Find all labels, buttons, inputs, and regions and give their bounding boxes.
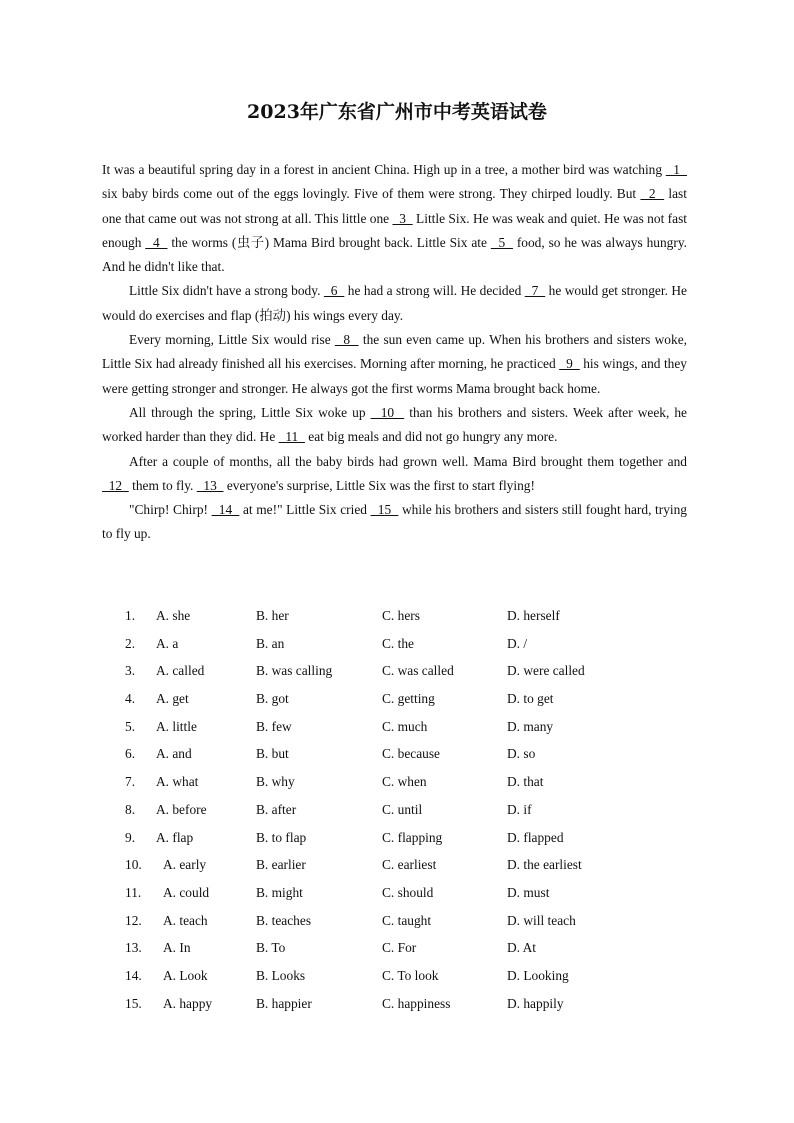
- option-d: D. if: [507, 801, 532, 817]
- option-b: B. to flap: [256, 829, 307, 845]
- passage-text: than his brothers and sisters. Week after week, he worked harder than they did. He: [102, 404, 687, 445]
- option-b: B. why: [256, 774, 295, 790]
- question-number: 5.: [125, 718, 136, 734]
- option-a: A. a: [156, 635, 179, 651]
- option-b: B. got: [256, 691, 289, 707]
- option-d: D. happily: [507, 995, 564, 1011]
- question-number: 10.: [125, 857, 142, 873]
- question-row: [125, 934, 685, 962]
- option-b: B. an: [256, 635, 285, 651]
- option-d: D. flapped: [507, 829, 564, 845]
- passage-paragraph: [102, 328, 687, 401]
- passage-text: them to fly.: [128, 477, 197, 493]
- passage-text: Every morning, Little Six would rise: [129, 332, 335, 348]
- option-d: D. that: [507, 774, 544, 790]
- question-number: 1.: [125, 608, 136, 623]
- option-c: C. earliest: [382, 857, 437, 873]
- answer-blank: 7: [524, 283, 546, 299]
- option-c: C. To look: [382, 967, 439, 983]
- question-row: [125, 685, 685, 713]
- option-d: D. At: [507, 940, 537, 956]
- answer-blank: 14: [211, 502, 240, 518]
- question-number: 4.: [125, 691, 136, 707]
- passage-paragraph: [102, 279, 687, 328]
- question-row: [125, 602, 685, 630]
- passage-paragraph: [102, 498, 687, 547]
- option-a: A. before: [156, 801, 207, 817]
- option-b: B. To: [256, 940, 286, 956]
- question-row: [125, 879, 685, 907]
- question-number: 14.: [125, 967, 142, 983]
- option-d: D. will teach: [507, 912, 576, 928]
- passage-text: six baby birds come out of the eggs lovingly. Five of them were strong. They chirped loudly. But: [102, 186, 641, 202]
- passage-text: It was a beautiful spring day in a forest in ancient China. High up in a tree, a mother bird was watching: [102, 162, 666, 177]
- option-b: B. was calling: [256, 663, 333, 679]
- answer-blank: 15: [370, 502, 399, 518]
- passage-text: Little Six. He was weak and quiet. He was not fast enough: [102, 210, 687, 250]
- option-a: A. In: [163, 940, 191, 956]
- question-number: 13.: [125, 940, 142, 956]
- option-a: A. could: [163, 884, 210, 900]
- option-a: A. little: [156, 718, 197, 734]
- passage-text: Little Six didn't have a strong body.: [129, 283, 324, 299]
- option-c: C. getting: [382, 691, 435, 707]
- option-c: C. For: [382, 940, 417, 956]
- passage-paragraph: [102, 158, 687, 279]
- question-row: [125, 768, 685, 796]
- option-b: B. but: [256, 746, 289, 762]
- passage-text: eat big meals and did not go hungry any more.: [304, 429, 558, 445]
- passage-text: the worms (虫子) Mama Bird brought back. Little Six ate: [167, 234, 491, 250]
- question-number: 6.: [125, 746, 136, 762]
- option-a: A. teach: [163, 912, 208, 928]
- answer-blank: 3: [392, 210, 413, 226]
- option-c: C. taught: [382, 912, 432, 928]
- passage-paragraph: [102, 401, 687, 450]
- option-c: C. hers: [382, 608, 420, 623]
- passage-text: he had a strong will. He decided: [344, 283, 525, 299]
- question-row: [125, 962, 685, 990]
- question-row: [125, 657, 685, 685]
- option-d: D. /: [507, 635, 528, 651]
- question-row: [125, 740, 685, 768]
- answer-blank: 11: [278, 429, 305, 445]
- option-b: B. happier: [256, 995, 312, 1011]
- answer-blank: 12: [102, 477, 129, 493]
- passage-text: he would get stronger. He would do exercises and flap (拍动) his wings every day.: [102, 283, 687, 323]
- option-d: D. so: [507, 746, 536, 762]
- option-a: A. what: [156, 774, 199, 790]
- question-row: [125, 630, 685, 658]
- question-row: [125, 824, 685, 852]
- option-c: C. until: [382, 801, 423, 817]
- option-b: B. after: [256, 801, 297, 817]
- answer-options-list: [125, 602, 685, 1017]
- answer-blank: 1: [665, 162, 687, 177]
- question-number: 3.: [125, 663, 136, 679]
- question-row: [125, 990, 685, 1018]
- option-c: C. flapping: [382, 829, 443, 845]
- passage-text: his wings, and they were getting stronger and stronger. He always got the first worms Mama brought back home.: [102, 356, 687, 396]
- answer-blank: 13: [196, 477, 224, 493]
- option-c: C. should: [382, 884, 434, 900]
- answer-blank: 2: [640, 186, 665, 202]
- answer-blank: 10: [370, 404, 405, 420]
- question-number: 15.: [125, 995, 142, 1011]
- option-d: D. herself: [507, 608, 560, 623]
- option-a: A. called: [156, 663, 205, 679]
- option-b: B. Looks: [256, 967, 306, 983]
- option-c: C. was called: [382, 663, 454, 679]
- option-d: D. were called: [507, 663, 585, 679]
- option-a: A. and: [156, 746, 192, 762]
- passage-text: while his brothers and sisters still fought hard, trying to fly up.: [102, 502, 687, 542]
- option-c: C. happiness: [382, 995, 451, 1011]
- option-a: A. flap: [156, 829, 194, 845]
- question-row: [125, 851, 685, 879]
- question-number: 12.: [125, 912, 142, 928]
- passage-text: All through the spring, Little Six woke up: [129, 404, 371, 420]
- option-a: A. happy: [163, 995, 213, 1011]
- question-row: [125, 907, 685, 935]
- passage-text: "Chirp! Chirp!: [129, 502, 212, 518]
- option-d: D. many: [507, 718, 554, 734]
- option-a: A. get: [156, 691, 189, 707]
- passage-text: last one that came out was not strong at all. This little one: [102, 186, 687, 226]
- option-c: C. when: [382, 774, 427, 790]
- answer-blank: 6: [323, 283, 345, 299]
- option-b: B. might: [256, 884, 303, 900]
- option-a: A. she: [156, 608, 191, 623]
- question-row: [125, 713, 685, 741]
- option-b: B. teaches: [256, 912, 312, 928]
- passage-text: everyone's surprise, Little Six was the first to start flying!: [223, 477, 535, 493]
- question-number: 9.: [125, 829, 136, 845]
- answer-blank: 9: [559, 356, 580, 372]
- question-number: 2.: [125, 635, 136, 651]
- option-d: D. must: [507, 884, 550, 900]
- option-b: B. few: [256, 718, 292, 734]
- option-c: C. much: [382, 718, 428, 734]
- passage-text: After a couple of months, all the baby birds had grown well. Mama Bird brought them together and: [129, 453, 687, 469]
- passage-text: at me!" Little Six cried: [239, 502, 371, 518]
- passage-paragraph: [102, 450, 687, 499]
- passage-text: the sun even came up. When his brothers and sisters woke, Little Six had already finished all his exercises. Morning after morning, he practiced: [102, 332, 687, 372]
- option-d: D. to get: [507, 691, 554, 707]
- question-number: 7.: [125, 774, 136, 790]
- passage-text: food, so he was always hungry. And he didn't like that.: [102, 234, 687, 275]
- answer-blank: 4: [145, 234, 168, 250]
- option-c: C. because: [382, 746, 441, 762]
- option-b: B. her: [256, 608, 289, 623]
- option-d: D. Looking: [507, 967, 569, 983]
- answer-blank: 5: [490, 234, 513, 250]
- page-title: 2023年广东省广州市中考英语试卷: [247, 101, 547, 123]
- option-a: A. Look: [163, 967, 208, 983]
- question-number: 8.: [125, 801, 136, 817]
- question-row: [125, 796, 685, 824]
- cloze-passage: [102, 158, 687, 547]
- option-a: A. early: [163, 857, 207, 873]
- option-b: B. earlier: [256, 857, 306, 873]
- answer-blank: 8: [334, 332, 359, 348]
- option-d: D. the earliest: [507, 857, 582, 873]
- option-c: C. the: [382, 635, 414, 651]
- question-number: 11.: [125, 884, 142, 900]
